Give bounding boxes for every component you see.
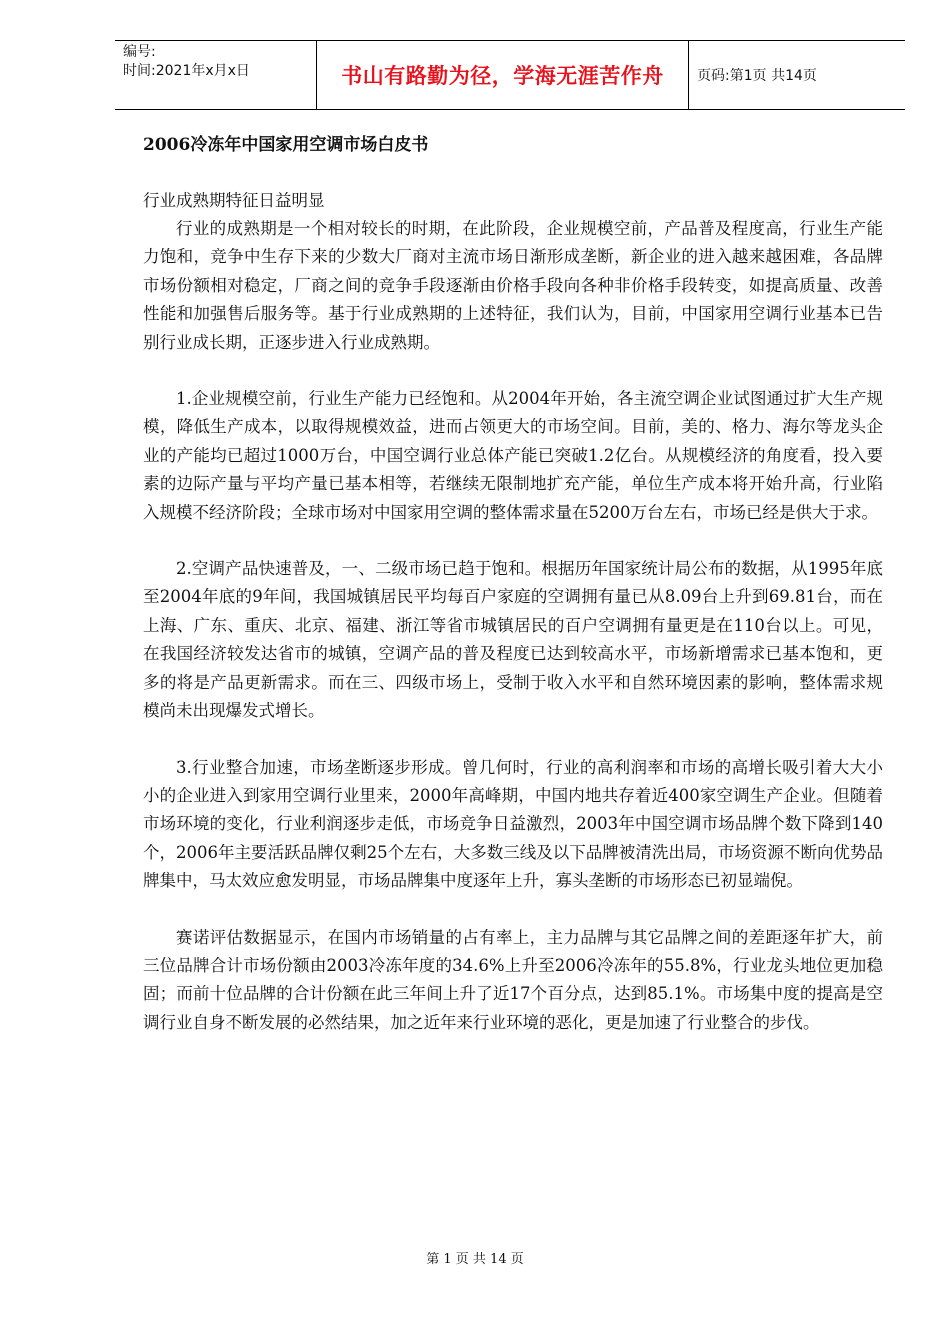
section-heading: 行业成熟期特征日益明显	[143, 191, 325, 210]
header-info-cell	[115, 41, 317, 109]
document-body	[143, 131, 883, 1037]
paragraph-sino-data: 赛诺评估数据显示，在国内市场销量的占有率上，主力品牌与其它品牌之间的差距逐年扩大，前三位品牌合计市场份额由2003冷冻年度的34.6%上升至2006冷冻年的55.8%，行业龙头地位更加稳固；而前十位品牌的合计份额在此三年间上升了近17个百分点，达到85.1%。市场集中度的提高是空调行业自身不断发展的必然结果，加之近年来行业环境的恶化，更是加速了行业整合的步伐。	[143, 927, 883, 1032]
motto-text: 书山有路勤为径，学海无涯苦作舟	[341, 64, 664, 88]
document-title: 2006冷冻年中国家用空调市场白皮书	[143, 135, 429, 155]
page-label: 页码:第1页 共14页	[697, 68, 817, 84]
page-footer: 第 1 页 共 14 页	[426, 1252, 524, 1267]
header-page-cell	[689, 41, 905, 109]
paragraph-point-3: 3.行业整合加速，市场垄断逐步形成。曾几何时，行业的高利润率和市场的高增长吸引着大大小小的企业进入到家用空调行业里来，2000年高峰期，中国内地共存着近400家空调生产企业。但随着市场环境的变化，行业利润逐步走低，市场竞争日益激烈，2003年中国空调市场品牌个数下降到140个，2006年主要活跃品牌仅剩25个左右，大多数三线及以下品牌被清洗出局，市场资源不断向优势品牌集中，马太效应愈发明显，市场品牌集中度逐年上升，寡头垄断的市场形态已初显端倪。	[143, 757, 883, 891]
paragraph-intro: 行业的成熟期是一个相对较长的时期，在此阶段，企业规模空前，产品普及程度高，行业生产能力饱和，竞争中生存下来的少数大厂商对主流市场日渐形成垄断，新企业的进入越来越困难，各品牌市场份额相对稳定，厂商之间的竞争手段逐渐由价格手段向各种非价格手段转变，如提高质量、改善性能和加强售后服务等。基于行业成熟期的上述特征，我们认为，目前，中国家用空调行业基本已告别行业成长期，正逐步进入行业成熟期。	[143, 219, 883, 352]
header-table	[115, 40, 905, 110]
time-label: 时间:2021年x月x日	[123, 63, 250, 79]
header-motto-cell	[317, 41, 689, 109]
paragraph-point-2: 2.空调产品快速普及，一、二级市场已趋于饱和。根据历年国家统计局公布的数据，从1995年底至2004年底的9年间，我国城镇居民平均每百户家庭的空调拥有量已从8.09台上升到69.81台，而在上海、广东、重庆、北京、福建、浙江等省市城镇居民的百户空调拥有量更是在110台以上。可见，在我国经济较发达省市的城镇，空调产品的普及程度已达到较高水平，市场新增需求已基本饱和，更多的将是产品更新需求。而在三、四级市场上，受制于收入水平和自然环境因素的影响，整体需求规模尚未出现爆发式增长。	[143, 559, 883, 721]
number-label: 编号:	[123, 44, 156, 60]
paragraph-point-1: 1.企业规模空前，行业生产能力已经饱和。从2004年开始，各主流空调企业试图通过扩大生产规模，降低生产成本，以取得规模效益，进而占领更大的市场空间。目前，美的、格力、海尔等龙头企业的产能均已超过1000万台，中国空调行业总体产能已突破1.2亿台。从规模经济的角度看，投入要素的边际产量与平均产量已基本相等，若继续无限制地扩充产能，单位生产成本将开始升高，行业陷入规模不经济阶段；全球市场对中国家用空调的整体需求量在5200万台左右，市场已经是供大于求。	[143, 389, 883, 522]
